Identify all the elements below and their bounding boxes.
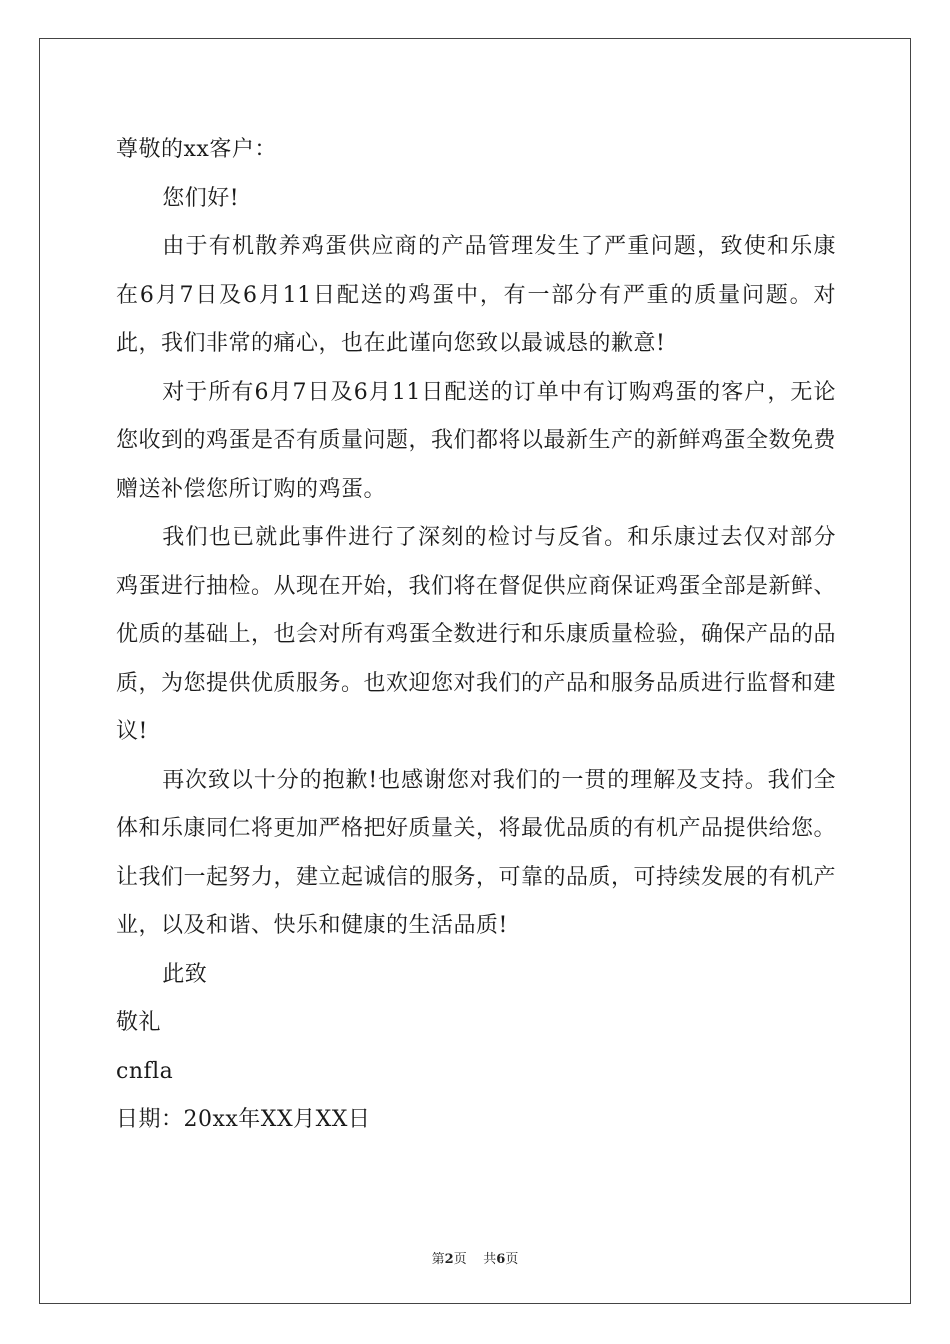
letter-body bbox=[116, 126, 836, 1145]
closing: 此致 bbox=[162, 961, 208, 987]
paragraph-2: 对于所有6月7日及6月11日配送的订单中有订购鸡蛋的客户，无论您收到的鸡蛋是否有质量问题，我们都将以最新生产的新鲜鸡蛋全数免费赠送补偿您所订购的鸡蛋。 bbox=[116, 379, 837, 502]
regards: 敬礼 bbox=[116, 1010, 162, 1035]
signature: cnfla bbox=[116, 1058, 174, 1084]
total-prefix: 共 bbox=[483, 1252, 497, 1267]
page-label-suffix: 页 bbox=[453, 1252, 467, 1267]
page-label-prefix: 第 bbox=[431, 1252, 445, 1267]
paragraph-4: 再次致以十分的抱歉!也感谢您对我们的一贯的理解及支持。我们全体和乐康同仁将更加严格把好质量关，将最优品质的有机产品提供给您。让我们一起努力，建立起诚信的服务，可靠的品质，可持续发展的有机产业，以及和谐、快乐和健康的生活品质! bbox=[116, 767, 837, 938]
salutation: 尊敬的xx客户： bbox=[116, 137, 277, 162]
total-suffix: 页 bbox=[505, 1252, 519, 1267]
greeting: 您们好! bbox=[162, 185, 240, 211]
date: 日期：20xx年XX月XX日 bbox=[116, 1107, 371, 1132]
paragraph-1: 由于有机散养鸡蛋供应商的产品管理发生了严重问题，致使和乐康在6月7日及6月11日配送的鸡蛋中，有一部分有严重的质量问题。对此，我们非常的痛心，也在此谨向您致以最诚恳的歉意! bbox=[116, 234, 836, 356]
page-footer bbox=[0, 1248, 950, 1267]
paragraph-3: 我们也已就此事件进行了深刻的检讨与反省。和乐康过去仅对部分鸡蛋进行抽检。从现在开始，我们将在督促供应商保证鸡蛋全部是新鲜、优质的基础上，也会对所有鸡蛋全数进行和乐康质量检验，确保产品的品质，为您提供优质服务。也欢迎您对我们的产品和服务品质进行监督和建议! bbox=[116, 525, 837, 744]
page-number: 2 bbox=[444, 1252, 454, 1267]
total-pages: 6 bbox=[496, 1252, 506, 1267]
